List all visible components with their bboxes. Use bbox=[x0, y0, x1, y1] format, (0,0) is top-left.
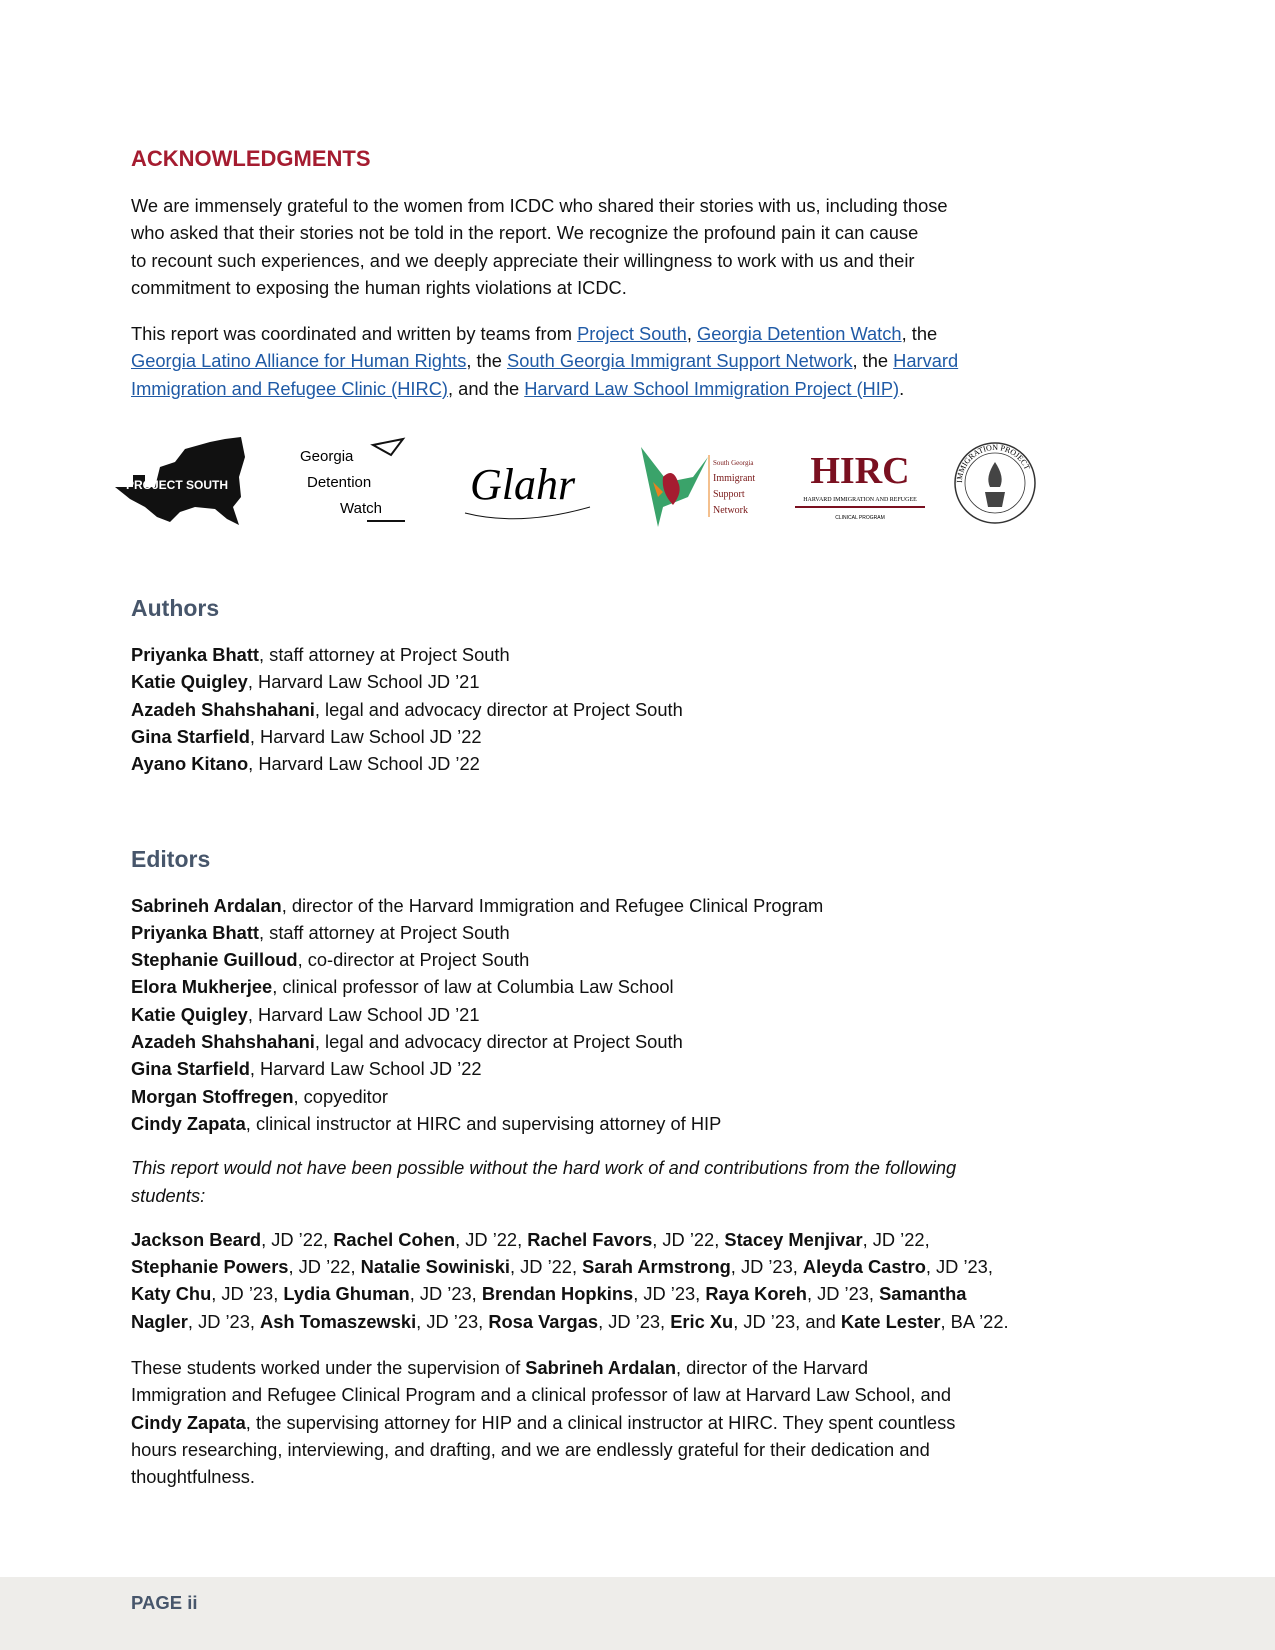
authors-list bbox=[131, 641, 1231, 777]
georgia-detention-watch-logo bbox=[295, 437, 410, 529]
person-name: Aleyda Castro bbox=[802, 1256, 926, 1278]
text-line bbox=[131, 1110, 1231, 1137]
text-segment: , the bbox=[901, 323, 938, 345]
project-south-logo bbox=[115, 437, 255, 529]
intro-paragraph bbox=[131, 192, 1231, 301]
page-number: PAGE ii bbox=[131, 1592, 198, 1613]
person-name: Eric Xu bbox=[670, 1310, 734, 1332]
text-segment: , JD ’23, bbox=[211, 1283, 284, 1305]
text-line bbox=[131, 1055, 1231, 1082]
person-name: Azadeh Shahshahani bbox=[131, 698, 315, 720]
text-line bbox=[131, 696, 1231, 723]
text-segment: , JD ’22, bbox=[261, 1228, 334, 1250]
text-segment: students: bbox=[131, 1184, 206, 1206]
organization-link[interactable]: Georgia Latino Alliance for Human Rights bbox=[131, 350, 467, 372]
sgisn-logo bbox=[633, 437, 773, 529]
partner-logos bbox=[115, 437, 1035, 529]
text-segment: , JD ’23, bbox=[409, 1283, 482, 1305]
text-line bbox=[131, 192, 1231, 219]
text-line bbox=[131, 1308, 1231, 1335]
text-line bbox=[131, 1436, 1231, 1463]
text-segment: These students worked under the supervision of bbox=[131, 1357, 526, 1379]
svg-text:Network: Network bbox=[713, 505, 748, 517]
svg-text:Glahr: Glahr bbox=[470, 460, 576, 510]
text-line bbox=[131, 919, 1231, 946]
text-segment: , staff attorney at Project South bbox=[259, 921, 510, 943]
text-line bbox=[131, 750, 1231, 777]
person-name: Cindy Zapata bbox=[131, 1411, 246, 1433]
text-line bbox=[131, 320, 1231, 347]
person-name: Nagler bbox=[131, 1310, 188, 1332]
text-line bbox=[131, 247, 1231, 274]
person-name: Lydia Ghuman bbox=[283, 1283, 410, 1305]
text-line bbox=[131, 1083, 1231, 1110]
text-segment: , staff attorney at Project South bbox=[259, 644, 510, 666]
text-segment: , clinical instructor at HIRC and supervising attorney of HIP bbox=[245, 1112, 722, 1134]
page-content bbox=[125, 146, 1231, 1491]
text-line bbox=[131, 274, 1231, 301]
person-name: Raya Koreh bbox=[705, 1283, 807, 1305]
text-segment: thoughtfulness. bbox=[131, 1466, 255, 1488]
text-segment: , JD ’23, and bbox=[733, 1310, 841, 1332]
text-line bbox=[131, 1409, 1231, 1436]
text-line bbox=[131, 973, 1231, 1000]
person-name: Cindy Zapata bbox=[131, 1112, 246, 1134]
text-line bbox=[131, 1463, 1231, 1490]
text-segment: , Harvard Law School JD ’22 bbox=[249, 725, 482, 747]
text-segment: This report was coordinated and written by teams from bbox=[131, 323, 578, 345]
person-name: Sabrineh Ardalan bbox=[131, 894, 282, 916]
hirc-logo bbox=[790, 437, 930, 529]
text-segment: , director of the Harvard Immigration and Refugee Clinical Program bbox=[281, 894, 824, 916]
closing-paragraph bbox=[131, 1354, 1231, 1490]
person-name: Priyanka Bhatt bbox=[131, 921, 260, 943]
text-segment: , director of the Harvard bbox=[675, 1357, 869, 1379]
text-line bbox=[131, 219, 1231, 246]
person-name: Katie Quigley bbox=[131, 671, 248, 693]
person-name: Rachel Favors bbox=[527, 1228, 653, 1250]
text-segment: , JD ’22, bbox=[509, 1256, 583, 1278]
text-segment: , BA ’22. bbox=[940, 1310, 1009, 1332]
person-name: Jackson Beard bbox=[131, 1228, 262, 1250]
person-name: Azadeh Shahshahani bbox=[131, 1031, 315, 1053]
text-line bbox=[131, 1154, 1231, 1181]
immigration-project-seal bbox=[950, 437, 1040, 529]
text-line bbox=[131, 1226, 1231, 1253]
acknowledgments-heading: ACKNOWLEDGMENTS bbox=[131, 146, 371, 171]
text-segment: to recount such experiences, and we deeply appreciate their willingness to work with us and their bbox=[131, 249, 915, 271]
person-name: Katy Chu bbox=[131, 1283, 212, 1305]
authors-heading: Authors bbox=[131, 595, 220, 622]
students-note bbox=[131, 1154, 1231, 1209]
svg-text:Immigrant: Immigrant bbox=[713, 473, 756, 485]
text-segment: , JD ’22, bbox=[652, 1228, 725, 1250]
person-name: Rachel Cohen bbox=[333, 1228, 456, 1250]
text-line bbox=[131, 1028, 1231, 1055]
coordination-paragraph bbox=[131, 320, 1231, 402]
text-segment: This report would not have been possible without the hard work of and contributions from the following bbox=[131, 1157, 957, 1179]
svg-text:South Georgia: South Georgia bbox=[713, 459, 754, 468]
text-line bbox=[131, 946, 1231, 973]
editors-list bbox=[131, 892, 1231, 1138]
organization-link[interactable]: South Georgia Immigrant Support Network bbox=[507, 350, 853, 372]
svg-text:HARVARD IMMIGRATION AND REFUGE: HARVARD IMMIGRATION AND REFUGEE bbox=[803, 497, 917, 504]
text-segment: , JD ’23, bbox=[187, 1310, 261, 1332]
person-name: Ayano Kitano bbox=[131, 753, 249, 775]
text-segment: , Harvard Law School JD ’22 bbox=[248, 753, 480, 775]
text-segment: Immigration and Refugee Clinical Program and a clinical professor of law at Harvard Law School, and bbox=[131, 1384, 952, 1406]
text-line bbox=[131, 723, 1231, 750]
person-name: Sabrineh Ardalan bbox=[525, 1357, 676, 1379]
svg-text:PROJECT SOUTH: PROJECT SOUTH bbox=[125, 478, 229, 493]
person-name: Kate Lester bbox=[840, 1310, 941, 1332]
text-segment: , JD ’22, bbox=[455, 1228, 528, 1250]
person-name: Morgan Stoffregen bbox=[131, 1085, 294, 1107]
person-name: Stephanie Guilloud bbox=[131, 949, 298, 971]
text-segment: hours researching, interviewing, and drafting, and we are endlessly grateful for their dedication and bbox=[131, 1438, 930, 1460]
text-line bbox=[131, 892, 1231, 919]
text-segment: , and the bbox=[448, 377, 525, 399]
person-name: Natalie Sowiniski bbox=[360, 1256, 510, 1278]
text-line bbox=[131, 1182, 1231, 1209]
person-name: Rosa Vargas bbox=[488, 1310, 599, 1332]
text-segment: , Harvard Law School JD ’21 bbox=[247, 671, 480, 693]
text-line bbox=[131, 375, 1231, 402]
person-name: Priyanka Bhatt bbox=[131, 644, 260, 666]
glahr-logo bbox=[460, 437, 595, 529]
text-line bbox=[131, 641, 1231, 668]
organization-link[interactable]: Harvard Law School Immigration Project (HIP) bbox=[524, 377, 900, 399]
editors-heading: Editors bbox=[131, 845, 211, 872]
text-segment: , JD ’22, bbox=[288, 1256, 361, 1278]
person-name: Gina Starfield bbox=[131, 725, 250, 747]
svg-text:Georgia: Georgia bbox=[300, 448, 354, 466]
svg-text:HIRC: HIRC bbox=[810, 450, 910, 493]
person-name: Katie Quigley bbox=[131, 1003, 248, 1025]
page-footer bbox=[0, 1577, 1275, 1650]
person-name: Brendan Hopkins bbox=[481, 1283, 634, 1305]
text-segment: , bbox=[686, 323, 697, 345]
text-segment: , the supervising attorney for HIP and a clinical instructor at HIRC. They spent countless bbox=[245, 1411, 956, 1433]
person-name: Stephanie Powers bbox=[131, 1256, 289, 1278]
person-name: Gina Starfield bbox=[131, 1058, 250, 1080]
svg-text:Support: Support bbox=[713, 489, 745, 501]
text-segment: , JD ’23, bbox=[416, 1310, 489, 1332]
text-segment: , Harvard Law School JD ’21 bbox=[247, 1003, 480, 1025]
text-segment: , legal and advocacy director at Project South bbox=[314, 698, 683, 720]
text-line bbox=[131, 668, 1231, 695]
svg-text:IMMIGRATION PROJECT: IMMIGRATION PROJECT bbox=[954, 443, 1032, 484]
text-segment: , clinical professor of law at Columbia Law School bbox=[272, 976, 674, 998]
text-segment: , the bbox=[466, 350, 507, 372]
text-segment: We are immensely grateful to the women from ICDC who shared their stories with us, including those bbox=[131, 195, 948, 216]
text-segment: , co-director at Project South bbox=[297, 949, 530, 971]
person-name: Elora Mukherjee bbox=[131, 976, 273, 998]
svg-text:Watch: Watch bbox=[340, 500, 382, 518]
text-segment: , JD ’22, bbox=[862, 1228, 930, 1250]
text-segment: . bbox=[899, 377, 905, 399]
text-segment: , the bbox=[852, 350, 894, 372]
text-segment: , legal and advocacy director at Project South bbox=[314, 1031, 683, 1053]
text-line bbox=[131, 347, 1231, 374]
text-segment: , JD ’23, bbox=[633, 1283, 706, 1305]
text-segment: , Harvard Law School JD ’22 bbox=[249, 1058, 482, 1080]
organization-link[interactable]: Harvard bbox=[893, 350, 959, 372]
text-line bbox=[131, 1280, 1231, 1307]
text-line bbox=[131, 1253, 1231, 1280]
text-segment: , JD ’23, bbox=[730, 1256, 803, 1278]
person-name: Sarah Armstrong bbox=[582, 1256, 731, 1278]
text-segment: commitment to exposing the human rights violations at ICDC. bbox=[131, 276, 627, 298]
text-line bbox=[131, 1001, 1231, 1028]
svg-text:Detention: Detention bbox=[307, 474, 372, 492]
text-line bbox=[131, 1354, 1231, 1381]
person-name: Stacey Menjivar bbox=[724, 1228, 863, 1250]
text-segment: , JD ’23, bbox=[925, 1256, 993, 1278]
svg-text:CLINICAL PROGRAM: CLINICAL PROGRAM bbox=[835, 515, 885, 522]
organization-link[interactable]: Immigration and Refugee Clinic (HIRC) bbox=[131, 377, 448, 399]
text-segment: , JD ’23, bbox=[806, 1283, 880, 1305]
text-segment: who asked that their stories not be told in the report. We recognize the profound pain it can cause bbox=[131, 222, 919, 244]
person-name: Ash Tomaszewski bbox=[260, 1310, 417, 1332]
organization-link[interactable]: Georgia Detention Watch bbox=[696, 323, 902, 345]
organization-link[interactable]: Project South bbox=[577, 323, 687, 345]
person-name: Samantha bbox=[879, 1283, 967, 1305]
text-line bbox=[131, 1381, 1231, 1408]
students-list bbox=[131, 1226, 1231, 1335]
text-segment: , copyeditor bbox=[293, 1085, 389, 1107]
text-segment: , JD ’23, bbox=[598, 1310, 671, 1332]
